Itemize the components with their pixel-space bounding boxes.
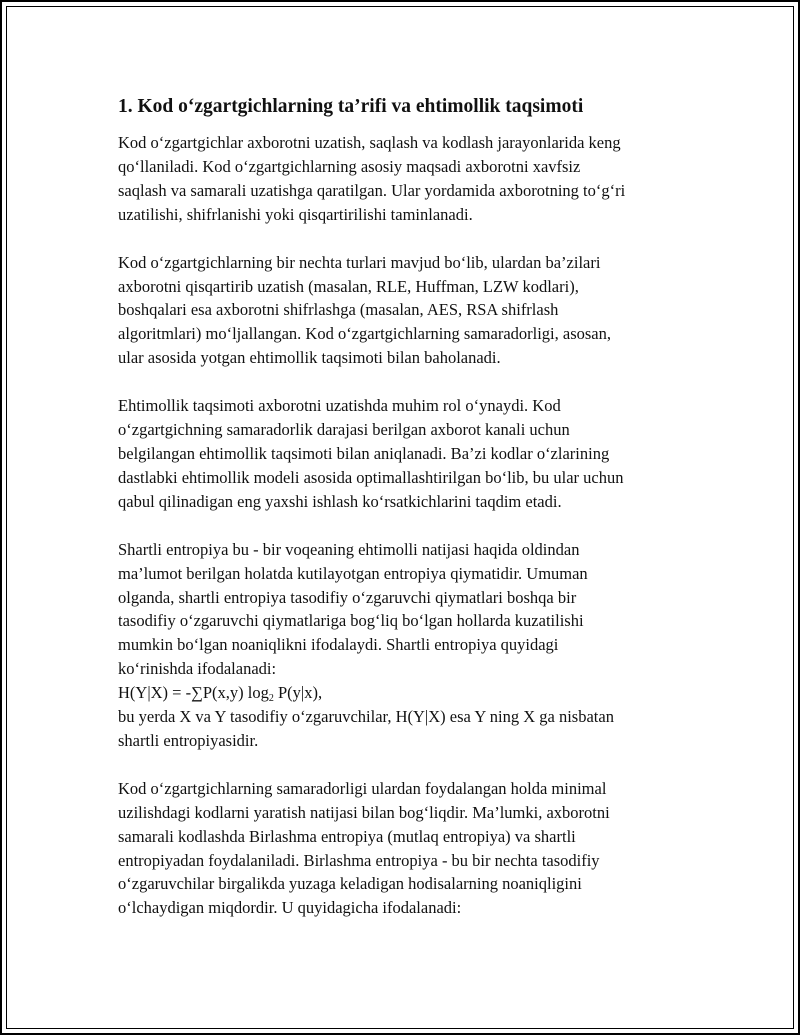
text-line: ular asosida yotgan ehtimollik taqsimoti bilan baholanadi.	[118, 348, 501, 368]
text-line: entropiyadan foydalaniladi. Birlashma entropiya - bu bir nechta tasodifiy	[118, 850, 600, 870]
text-line: o‘zgaruvchilar birgalikda yuzaga keladigan hodisalarning noaniqligini	[118, 874, 582, 894]
text-line: dastlabki ehtimollik modeli asosida optimallashtirilgan bo‘lib, bu ular uchun	[118, 467, 624, 487]
text-line: uzatilishi, shifrlanishi yoki qisqartirilishi taminlanadi.	[118, 204, 473, 224]
text-line: ma’lumot berilgan holatda kutilayotgan entropiya qiymatidir. Umuman	[118, 563, 588, 583]
formula-main: H(Y|X) = -∑P(x,y) log	[118, 683, 269, 703]
text-line: Kod o‘zgartgichlar axborotni uzatish, saqlash va kodlash jarayonlarida keng	[118, 133, 621, 152]
text-line: algoritmlari) mo‘ljallangan. Kod o‘zgartgichlarning samaradorligi, asosan,	[118, 324, 612, 344]
text-line: shartli entropiyasidir.	[118, 730, 259, 750]
text-line: ko‘rinishda ifodalanadi:	[118, 659, 277, 679]
text-line: saqlash va samarali uzatishga qaratilgan. Ular yordamida axborotning to‘g‘ri	[118, 180, 626, 200]
text-line: o‘lchaydigan miqdordir. U quyidagicha ifodalanadi:	[118, 898, 462, 918]
text-line: belgilangan ehtimollik taqsimoti bilan aniqlanadi. Ba’zi kodlar o‘zlarining	[118, 443, 610, 463]
text-line: qo‘llaniladi. Kod o‘zgartgichlarning asosiy maqsadi axborotni xavfsiz	[118, 156, 581, 176]
text-line: qabul qilinadigan eng yaxshi ishlash ko‘rsatkichlarini taqdim etadi.	[118, 491, 562, 511]
text-line: axborotni qisqartirib uzatish (masalan, RLE, Huffman, LZW kodlari),	[118, 276, 579, 296]
formula-tail: P(y|x),	[273, 683, 323, 703]
paragraph-1	[118, 131, 693, 227]
text-line: Shartli entropiya bu - bir voqeaning ehtimolli natijasi haqida oldindan	[118, 539, 580, 559]
text-line: Kod o‘zgartgichlarning bir nechta turlari mavjud bo‘lib, ulardan ba’zilari	[118, 252, 601, 272]
text-line: Ehtimollik taqsimoti axborotni uzatishda muhim rol o‘ynaydi. Kod	[118, 396, 561, 416]
paragraph-5	[118, 777, 693, 920]
text-line: mumkin bo‘lgan noaniqlikni ifodalaydi. Shartli entropiya quyidagi	[118, 635, 559, 655]
text-line: olganda, shartli entropiya tasodifiy o‘zgaruvchi qiymatlari boshqa bir	[118, 587, 577, 607]
text-line: boshqalari esa axborotni shifrlashga (masalan, AES, RSA shifrlash	[118, 300, 559, 320]
text-line: o‘zgartgichning samaradorlik darajasi berilgan axborot kanali uchun	[118, 420, 570, 440]
paragraph-2	[118, 251, 693, 371]
paragraph-3	[118, 394, 693, 514]
document-body	[118, 94, 693, 944]
text-line: Kod o‘zgartgichlarning samaradorligi ulardan foydalangan holda minimal	[118, 778, 607, 798]
formula-subscript: 2	[268, 693, 274, 705]
formula	[118, 681, 693, 705]
paragraph-4	[118, 538, 693, 753]
text-line: uzilishdagi kodlarni yaratish natijasi bilan bog‘liqdir. Ma’lumki, axborotni	[118, 802, 610, 822]
section-title: 1. Kod o‘zgartgichlarning ta’rifi va ehtimollik taqsimoti	[118, 96, 584, 117]
text-line: tasodifiy o‘zgaruvchi qiymatlariga bog‘liq bo‘lgan hollarda kuzatilishi	[118, 611, 584, 631]
text-line: bu yerda X va Y tasodifiy o‘zgaruvchilar, H(Y|X) esa Y ning X ga nisbatan	[118, 707, 614, 727]
text-line: samarali kodlashda Birlashma entropiya (mutlaq entropiya) va shartli	[118, 826, 576, 846]
